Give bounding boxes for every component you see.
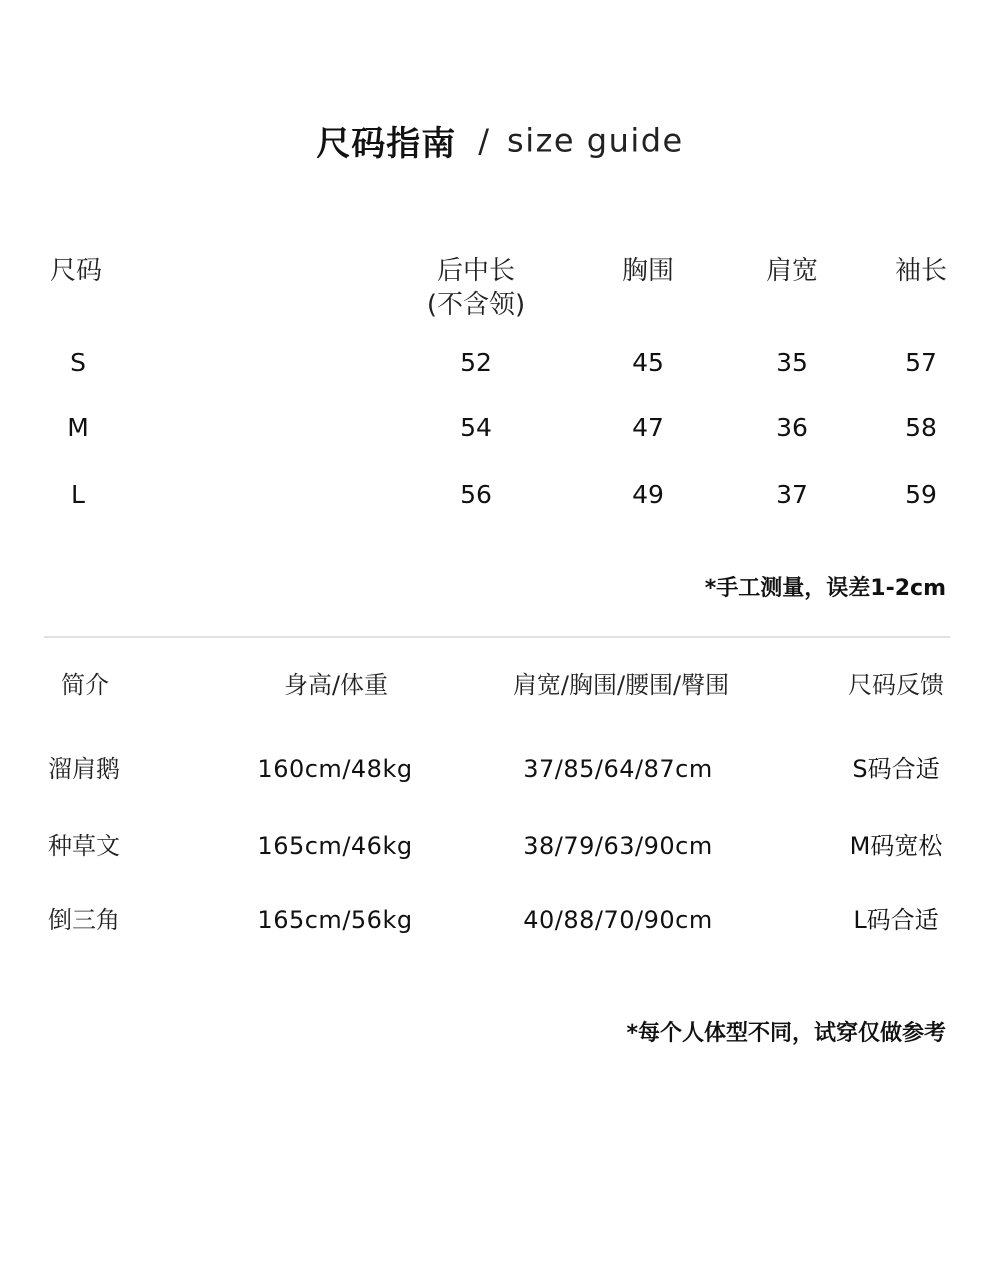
model-name: 种草文 — [48, 832, 120, 860]
title-separator: / — [478, 121, 490, 160]
header-intro: 简介 — [61, 671, 109, 699]
cell-sleeve: 59 — [905, 480, 937, 509]
title-chinese: 尺码指南 — [316, 124, 457, 164]
header-feedback: 尺码反馈 — [848, 671, 944, 699]
cell-size: S — [70, 348, 86, 377]
model-height-weight: 165cm/46kg — [257, 832, 413, 860]
cell-shoulder: 36 — [776, 413, 808, 442]
model-measurements: 40/88/70/90cm — [523, 906, 713, 934]
cell-length: 54 — [460, 413, 492, 442]
header-shoulder: 肩宽 — [765, 256, 819, 286]
cell-chest: 47 — [632, 413, 664, 442]
cell-size: L — [71, 480, 85, 509]
header-size: 尺码 — [50, 256, 103, 286]
cell-shoulder: 35 — [776, 348, 808, 377]
cell-shoulder: 37 — [776, 480, 808, 509]
model-name: 溜肩鹅 — [48, 755, 120, 783]
cell-length: 56 — [460, 480, 492, 509]
header-sleeve: 袖长 — [894, 256, 948, 286]
model-feedback: M码宽松 — [849, 832, 943, 860]
fit-note: *每个人体型不同，试穿仅做参考 — [626, 1021, 946, 1046]
page-title — [0, 116, 1000, 165]
model-height-weight: 160cm/48kg — [257, 755, 413, 783]
cell-length: 52 — [460, 348, 492, 377]
cell-size: M — [67, 413, 89, 442]
header-length-sub: (不含领) — [426, 290, 526, 320]
model-height-weight: 165cm/56kg — [257, 906, 413, 934]
model-feedback: L码合适 — [853, 906, 939, 934]
header-chest: 胸围 — [621, 256, 675, 286]
title-english: size guide — [507, 121, 684, 160]
model-name: 倒三角 — [48, 906, 120, 934]
measurement-note: *手工测量，误差1-2cm — [704, 576, 946, 601]
header-length: 后中长 — [436, 256, 516, 286]
cell-sleeve: 57 — [905, 348, 937, 377]
model-feedback: S码合适 — [852, 755, 940, 783]
model-measurements: 38/79/63/90cm — [523, 832, 713, 860]
header-height-weight: 身高/体重 — [283, 671, 389, 699]
header-measurements: 肩宽/胸围/腰围/臀围 — [512, 671, 730, 699]
cell-chest: 45 — [632, 348, 664, 377]
section-divider — [44, 636, 950, 638]
cell-chest: 49 — [632, 480, 664, 509]
model-measurements: 37/85/64/87cm — [523, 755, 713, 783]
cell-sleeve: 58 — [905, 413, 937, 442]
